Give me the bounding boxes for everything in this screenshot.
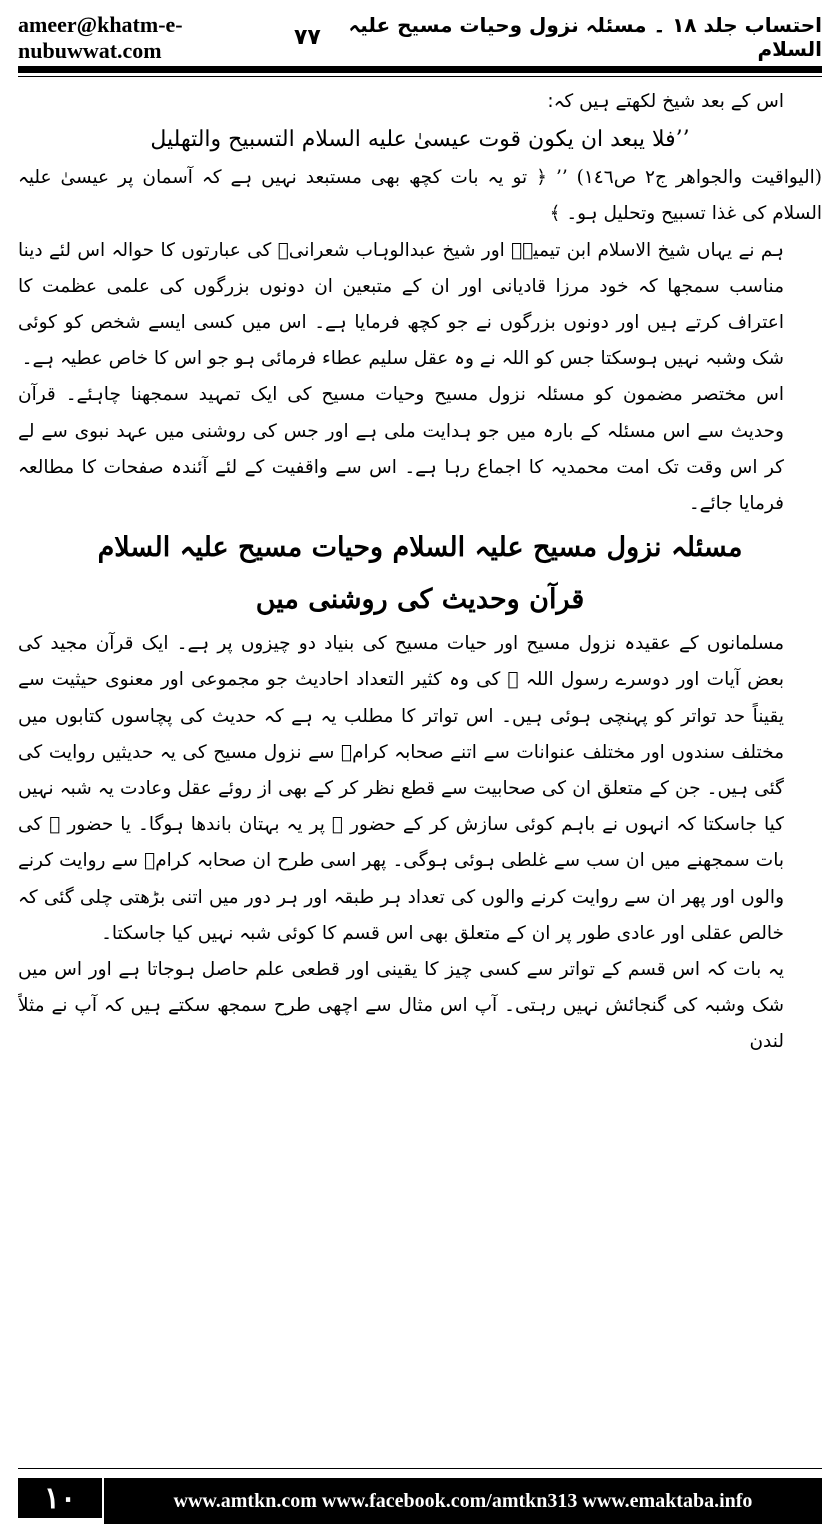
paragraph-quote-translation bbox=[18, 160, 822, 232]
footer-divider bbox=[18, 1468, 822, 1469]
section-heading: مسئلہ نزول مسیح علیہ السلام وحیات مسیح علیہ السلام bbox=[97, 532, 743, 564]
arabic-citation: (اليواقيت والجواهر ج۲ ص۱٤٦) ’’ bbox=[555, 167, 822, 189]
header-page-number: ۷۷ bbox=[293, 24, 321, 50]
urdu-translation: ﴿ تو یہ بات کچھ بھی مستبعد نہیں ہے کہ آسمان پر عیسیٰ علیہ السلام کی غذا تسبیح وتحلیل ہو۔ ﴾ bbox=[18, 167, 822, 225]
header-divider-thick bbox=[18, 66, 822, 73]
footer-page-number: ۱۰ bbox=[18, 1478, 102, 1518]
paragraph-intro: اس کے بعد شیخ لکھتے ہیں کہ: bbox=[547, 91, 784, 112]
footer-urls: www.amtkn.com www.facebook.com/amtkn313 www.emaktaba.info bbox=[104, 1478, 822, 1524]
header-title: احتساب جلد ۱۸ ۔ مسئلہ نزول وحیات مسیح علیہ السلام bbox=[348, 13, 822, 61]
page-body bbox=[18, 84, 822, 1460]
header-title-group bbox=[294, 1, 822, 61]
page-header bbox=[18, 0, 822, 62]
section-subheading: قرآن وحدیث کی روشنی میں bbox=[255, 584, 585, 616]
paragraph-belief: مسلمانوں کے عقیدہ نزول مسیح اور حیات مسیح کی بنیاد دو چیزوں پر ہے۔ ایک قرآن مجید کی بعض آیات اور دوسرے رسول اللہ ﷺ کی وہ کثیر التعداد احادیث جو مجموعی اور معنوی حیثیت سے یقیناً حد تواتر کو پہنچی ہوئی ہیں۔ اس تواتر کا مطلب یہ ہے کہ حدیث کی پچاسوں کتابوں میں مختلف سندوں اور مختلف عنوانات سے اتنے صحابہ کرامؓ سے نزول مسیح کی یہ حدیثیں روایت کی گئی ہیں۔ جن کے متعلق ان کی صحابیت سے قطع نظر کر کے بھی از روئے عقل وعادت یہ شبہ نہیں کیا جاسکتا کہ انہوں نے باہم کوئی سازش کر کے حضور ﷺ پر یہ بہتان باندھا ہوگا۔ یا حضور ﷺ کی بات سمجھنے میں ان سب سے غلطی ہوئی ہوگی۔ پھر اسی طرح ان صحابہ کرامؓ سے روایت کرنے والوں اور پھر ان سے روایت کرنے والوں کی تعداد ہر طبقہ اور ہر دور میں اتنی بڑھتی چلی گئی کہ خالص عقلی اور عادی طور پر ان کے متعلق بھی اس قسم کا کوئی شبہ نہیں کیا جاسکتا۔ bbox=[18, 633, 784, 944]
paragraph-summary: اس مختصر مضمون کو مسئلہ نزول مسیح وحیات مسیح کی ایک تمہید سمجھنا چاہئے۔ قرآن وحدیث سے اس مسئلہ کے بارہ میں جو ہدایت ملی ہے اور جس کی روشنی میں عہد نبوی سے لے کر اس وقت تک امت محمدیہ کا اجماع رہا ہے۔ اس سے واقفیت کے لئے آئندہ صفحات کا مطالعہ فرمایا جائے۔ bbox=[18, 384, 784, 515]
header-divider-thin bbox=[18, 76, 822, 77]
arabic-quote: ’’فلا يبعد ان يكون قوت عيسىٰ عليه السلام التسبيح والتهليل bbox=[150, 127, 690, 153]
header-email: ameer@khatm-e-nubuwwat.com bbox=[18, 12, 183, 63]
paragraph-tawatur: یہ بات کہ اس قسم کے تواتر سے کسی چیز کا یقینی اور قطعی علم حاصل ہوجاتا ہے اور اس میں شک وشبہ کی گنجائش نہیں رہتی۔ آپ اس مثال سے اچھی طرح سمجھ سکتے ہیں کہ آپ نے مثلاً لندن bbox=[18, 959, 784, 1053]
paragraph-references: ہم نے یہاں شیخ الاسلام ابن تیمیہؒ اور شیخ عبدالوہاب شعرانیؒ کی عبارتوں کا حوالہ اس لئے دینا مناسب سمجھا کہ خود مرزا قادیانی اور ان کے متبعین ان دونوں بزرگوں کی علمی عظمت کا اعتراف کرتے ہیں اور دونوں بزرگوں نے جو کچھ فرمایا ہے۔ اس میں کسی ایسے شخص کو کوئی شک وشبہ نہیں ہوسکتا جس کو اللہ نے وہ عقل سلیم عطاء فرمائی ہو جو اس کا خاص عطیہ ہے۔ bbox=[18, 239, 784, 370]
